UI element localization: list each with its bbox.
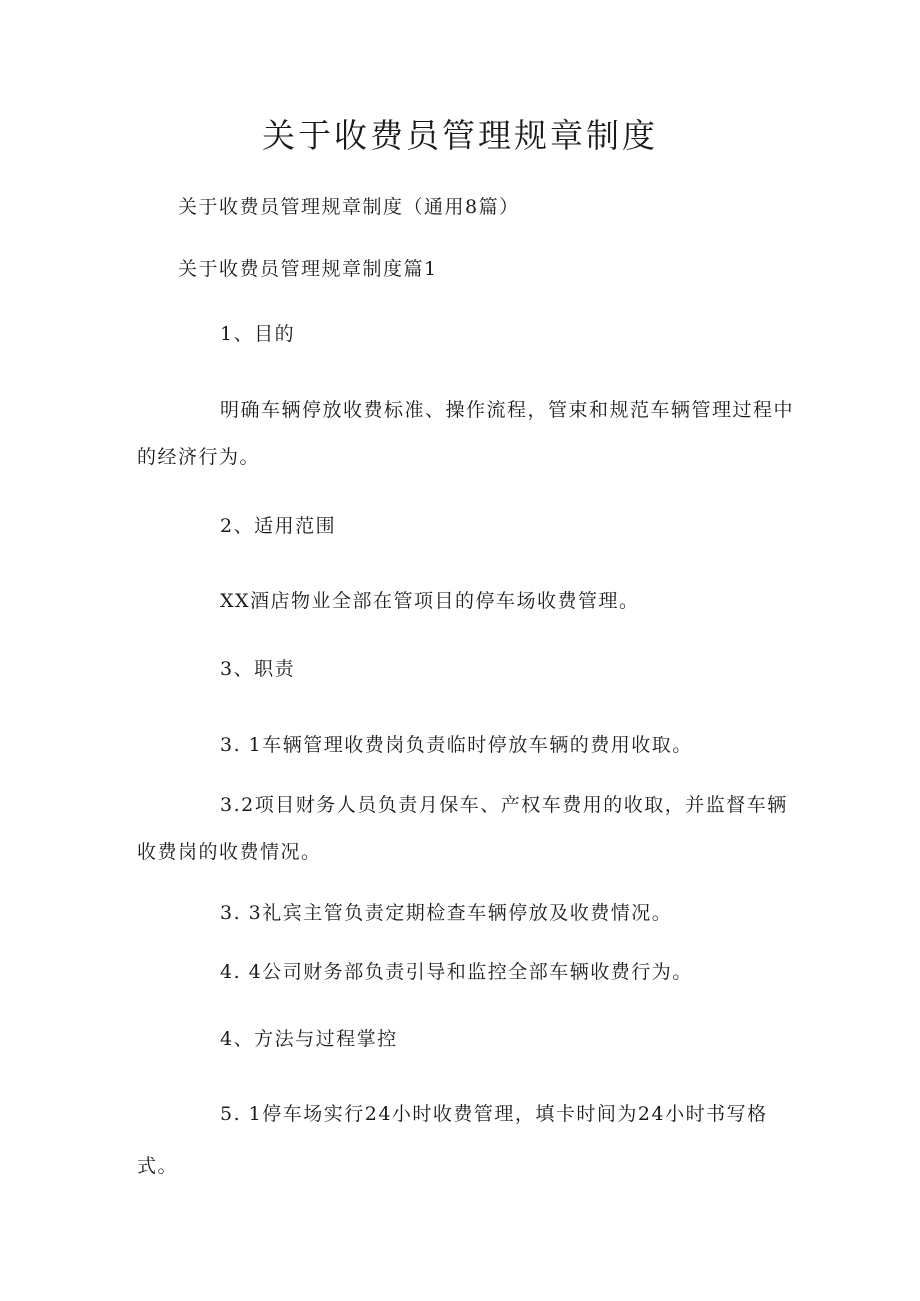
paragraph-duty-3-2-line1: 3.2项目财务人员负责月保车、产权车费用的收取，并监督车辆 [220,794,788,816]
section-title: 关于收费员管理规章制度篇1 [178,258,438,280]
heading-purpose: 1、目的 [220,323,296,345]
paragraph-duty-3-2-line2: 收费岗的收费情况。 [137,841,322,863]
document-subtitle: 关于收费员管理规章制度（通用8篇） [178,196,520,218]
document-title: 关于收费员管理规章制度 [262,116,658,155]
paragraph-duty-3-4: 4. 4公司财务部负责引导和监控全部车辆收费行为。 [220,961,693,983]
paragraph-method-5-1-line1: 5. 1停车场实行24小时收费管理，填卡时间为24小时书写格 [220,1103,768,1125]
paragraph-purpose-line2: 的经济行为。 [137,446,261,468]
paragraph-purpose-line1: 明确车辆停放收费标准、操作流程，管束和规范车辆管理过程中 [220,399,795,421]
paragraph-duty-3-3: 3. 3礼宾主管负责定期检查车辆停放及收费情况。 [220,902,673,924]
heading-methods: 4、方法与过程掌控 [220,1028,398,1050]
paragraph-method-5-1-line2: 式。 [137,1155,179,1177]
heading-scope: 2、适用范围 [220,515,337,537]
paragraph-duty-3-1: 3. 1车辆管理收费岗负责临时停放车辆的费用收取。 [220,734,693,756]
paragraph-scope: XX酒店物业全部在管项目的停车场收费管理。 [220,590,640,612]
heading-duties: 3、职责 [220,658,296,680]
